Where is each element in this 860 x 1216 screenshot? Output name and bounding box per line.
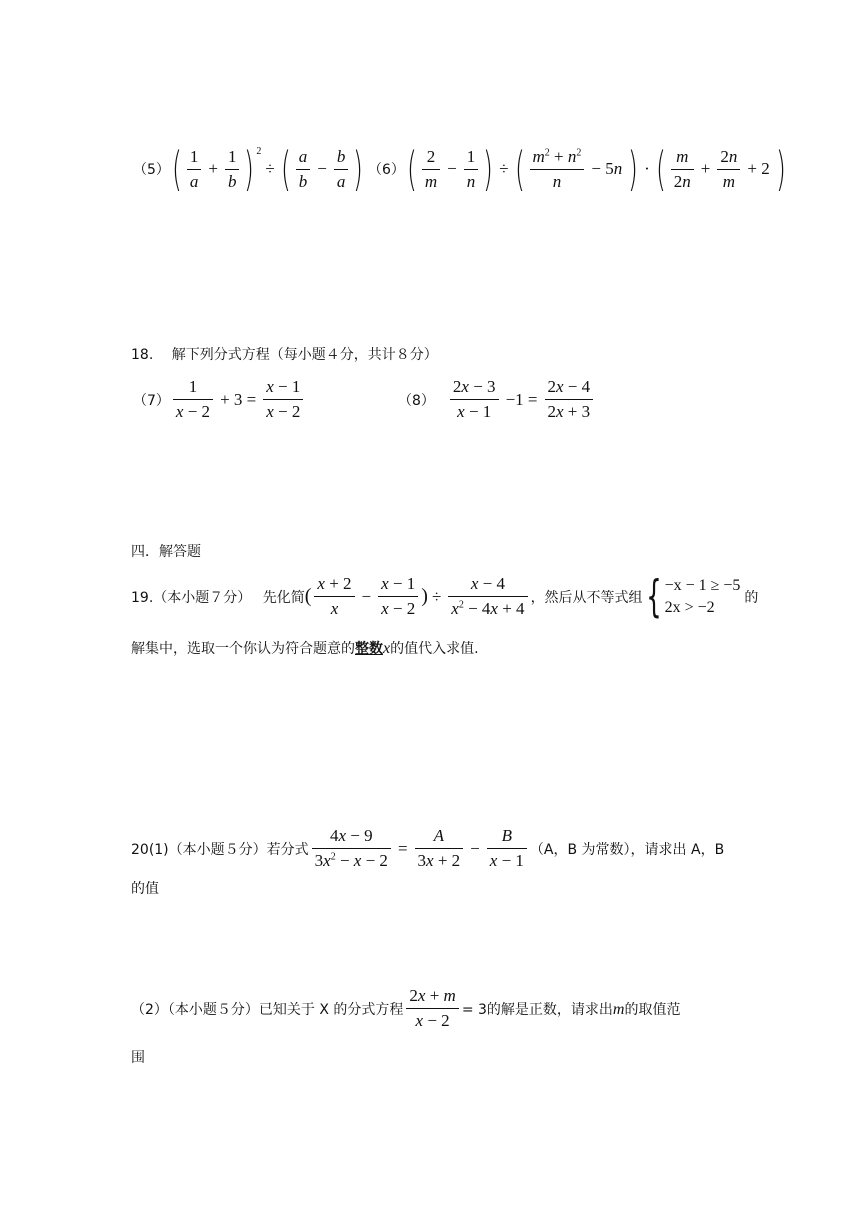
inequality-system: −x − 1 ≥ −5 2x > −2 xyxy=(664,576,741,616)
problem-8-label: （8） xyxy=(398,392,435,409)
question-20-2-line1: （2）（本小题５分）已知关于 X 的分式方程 $\frac{2x + m}{x - 2}$ = 3的解是正数，请求出m的取值范 xyxy=(131,986,681,1030)
question-19-mid: ，然后从不等式组 xyxy=(530,589,643,606)
question-19-line1: 19.（本小题７分） 先化简 ( $\frac{x + 2}{x}$ − $\frac{x - 1}{x - 2}$ ) ÷ $\frac{x - 4}{x^2 - 4x + 4}$ ，然后从不等式组 { −x − 1 ≥ −5 2x > −2 的 xyxy=(131,570,759,622)
question-18-title: 18. 解下列分式方程（每小题４分，共计８分） xyxy=(131,347,438,363)
section-4-title: 四．解答题 xyxy=(131,544,201,560)
question-20-2-prefix: （2）（本小题５分）已知关于 X 的分式方程 xyxy=(131,1001,404,1018)
question-20-1-suffix: （A，B 为常数），请求出 A，B xyxy=(529,841,725,858)
question-20-1-line1 xyxy=(131,826,724,871)
problem-6-label: （6） xyxy=(368,162,405,178)
question-20-2-line2: 围 xyxy=(131,1050,145,1066)
problem-6: （6） ( $\frac{2}{m}$ − $\frac{1}{n}$ ) ÷ ( $\frac{m^2 + n^2}{n}$ − 5n ) · ( $\frac{m}{2n}$ + $\frac{2n}{m}$ + 2 ) xyxy=(368,142,786,196)
problem-7: （7） $\frac{1}{x - 2}$ + 3 = $\frac{x - 1}{x - 2}$ xyxy=(133,377,306,422)
problem-7-label: （7） xyxy=(133,392,170,409)
problem-5: （5） ( $\frac{1}{a}$ + $\frac{1}{b}$ ) 2 ÷ ( $\frac{a}{b}$ − $\frac{b}{a}$ ) xyxy=(133,142,364,196)
problem-5-label: （5） xyxy=(133,162,170,178)
question-20-1-line2: 的值 xyxy=(131,881,159,897)
question-19-line2: 解集中，选取一个你认为符合题意的整数x的值代入求值. xyxy=(131,640,479,657)
question-20-2-expression: $\frac{2x + m}{x - 2}$ xyxy=(403,986,461,1031)
problem-8: （8） $\frac{2x - 3}{x - 1}$ −1 = $\frac{2x - 4}{2x + 3}$ xyxy=(398,377,596,422)
question-19-suffix: 的 xyxy=(744,589,759,606)
integer-emphasis: 整数 xyxy=(355,641,383,657)
question-19-expression: ( $\frac{x + 2}{x}$ − $\frac{x - 1}{x - 2}$ ) ÷ $\frac{x - 4}{x^2 - 4x + 4}$ xyxy=(305,574,531,619)
question-20-1-prefix: 20(1)（本小题５分）若分式 xyxy=(131,841,309,858)
question-19-prefix: 19.（本小题７分） 先化简 xyxy=(131,589,305,606)
question-20-1-expression: $\frac{4x - 9}{3x^2 - x - 2}$ = $\frac{A}{3x + 2}$ − $\frac{B}{x - 1}$ xyxy=(309,826,530,871)
